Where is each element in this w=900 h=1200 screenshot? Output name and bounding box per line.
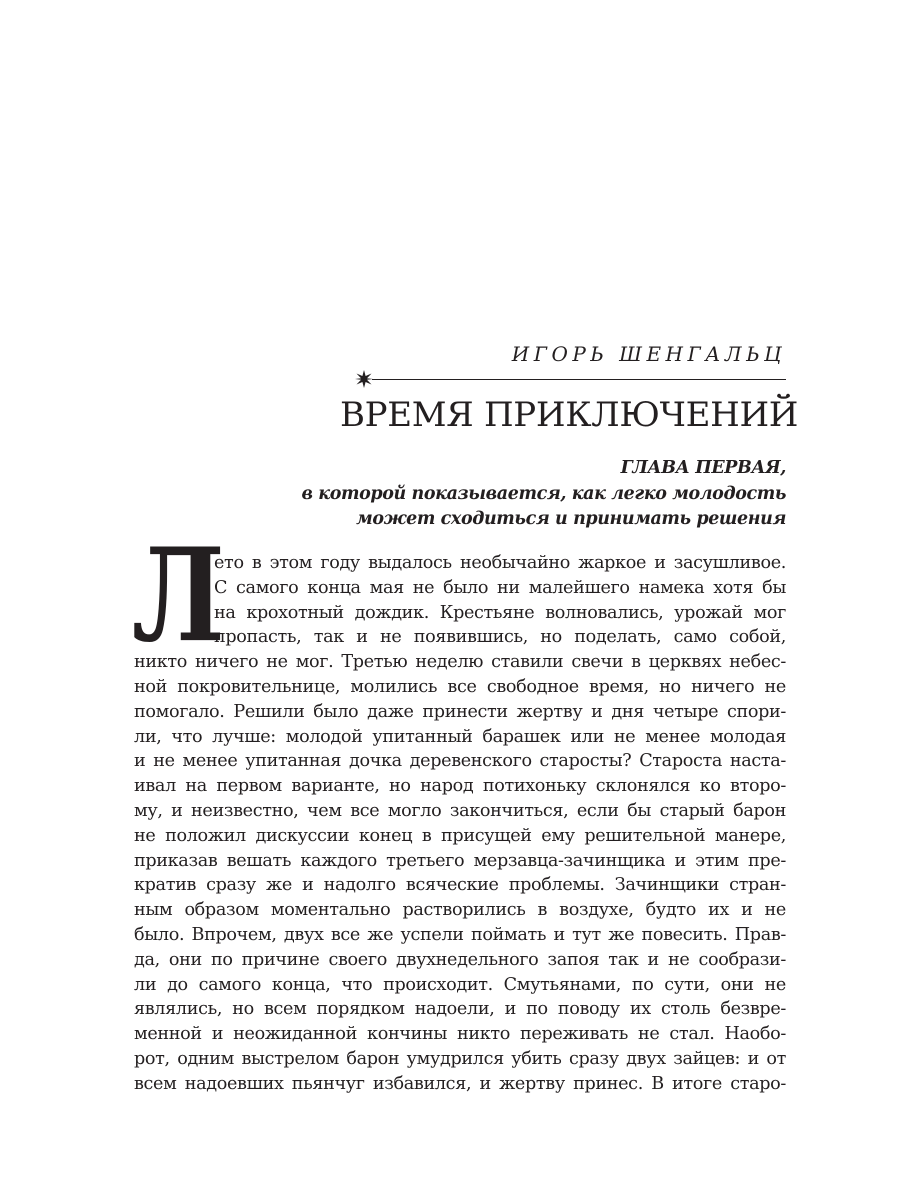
text-line: ным образом моментально растворились в воздухе, будто их и не bbox=[134, 900, 786, 920]
ornament-rule bbox=[354, 369, 786, 389]
text-line: всем надоевших пьянчуг избавился, и жертву принес. В итоге старо- bbox=[134, 1074, 786, 1094]
text-line: являлись, но всем порядком надоели, и по поводу их столь безвре- bbox=[134, 999, 786, 1019]
star-ornament-icon bbox=[354, 369, 374, 389]
text-line: ной покровительнице, молились все свободное время, но ничего не bbox=[134, 677, 786, 697]
chapter-heading: ГЛАВА ПЕРВАЯ, bbox=[620, 458, 786, 478]
text-line: ето в этом году выдалось необычайно жаркое и засушливое. bbox=[214, 553, 786, 573]
text-line: кратив сразу же и надолго всяческие проблемы. Зачинщики стран- bbox=[134, 875, 786, 895]
text-line: менной и неожиданной кончины никто переживать не стал. Наобо- bbox=[134, 1024, 786, 1044]
text-line: никто ничего не мог. Третью неделю ставили свечи в церквях небес- bbox=[134, 652, 786, 672]
text-line: было. Впрочем, двух все же успели поймать и тут же повесить. Прав- bbox=[134, 925, 786, 945]
text-line: ли, что лучше: молодой упитанный барашек или не менее молодая bbox=[134, 727, 786, 747]
text-line: помогало. Решили было даже принести жертву и дня четыре спори- bbox=[134, 702, 786, 722]
text-line: ивал на первом варианте, но народ потихоньку склонялся ко второ- bbox=[134, 776, 786, 796]
author-name: ИГОРЬ ШЕНГАЛЬЦ bbox=[511, 342, 786, 366]
text-line: да, они по причине своего двухнедельного запоя так и не сообрази- bbox=[134, 950, 786, 970]
text-line: пропасть, так и не появившись, но поделать, само собой, bbox=[214, 627, 786, 647]
horizontal-rule bbox=[372, 379, 786, 380]
text-line: приказав вешать каждого третьего мерзавца-зачинщика и этим пре- bbox=[134, 851, 786, 871]
chapter-subtitle-line: в которой показывается, как легко молодость bbox=[301, 483, 786, 504]
text-line: не положил дискуссии конец в присущей ему решительной манере, bbox=[134, 826, 786, 846]
text-line: и не менее упитанная дочка деревенского старосты? Староста наста- bbox=[134, 751, 786, 771]
chapter-heading-block bbox=[300, 456, 786, 533]
text-line: на крохотный дождик. Крестьяне волновались, урожай мог bbox=[214, 603, 786, 623]
text-line: му, и неизвестно, чем все могло закончиться, если бы старый барон bbox=[134, 801, 786, 821]
drop-cap: Л bbox=[132, 521, 222, 671]
text-line: С самого конца мая не было ни малейшего намека хотя бы bbox=[214, 578, 786, 598]
text-line: рот, одним выстрелом барон умудрился убить сразу двух зайцев: и от bbox=[134, 1049, 786, 1069]
book-title: ВРЕМЯ ПРИКЛЮЧЕНИЙ bbox=[340, 395, 799, 435]
text-line: ли до самого конца, что происходит. Смутьянами, по сути, они не bbox=[134, 975, 786, 995]
chapter-subtitle-line: может сходиться и принимать решения bbox=[356, 509, 786, 529]
